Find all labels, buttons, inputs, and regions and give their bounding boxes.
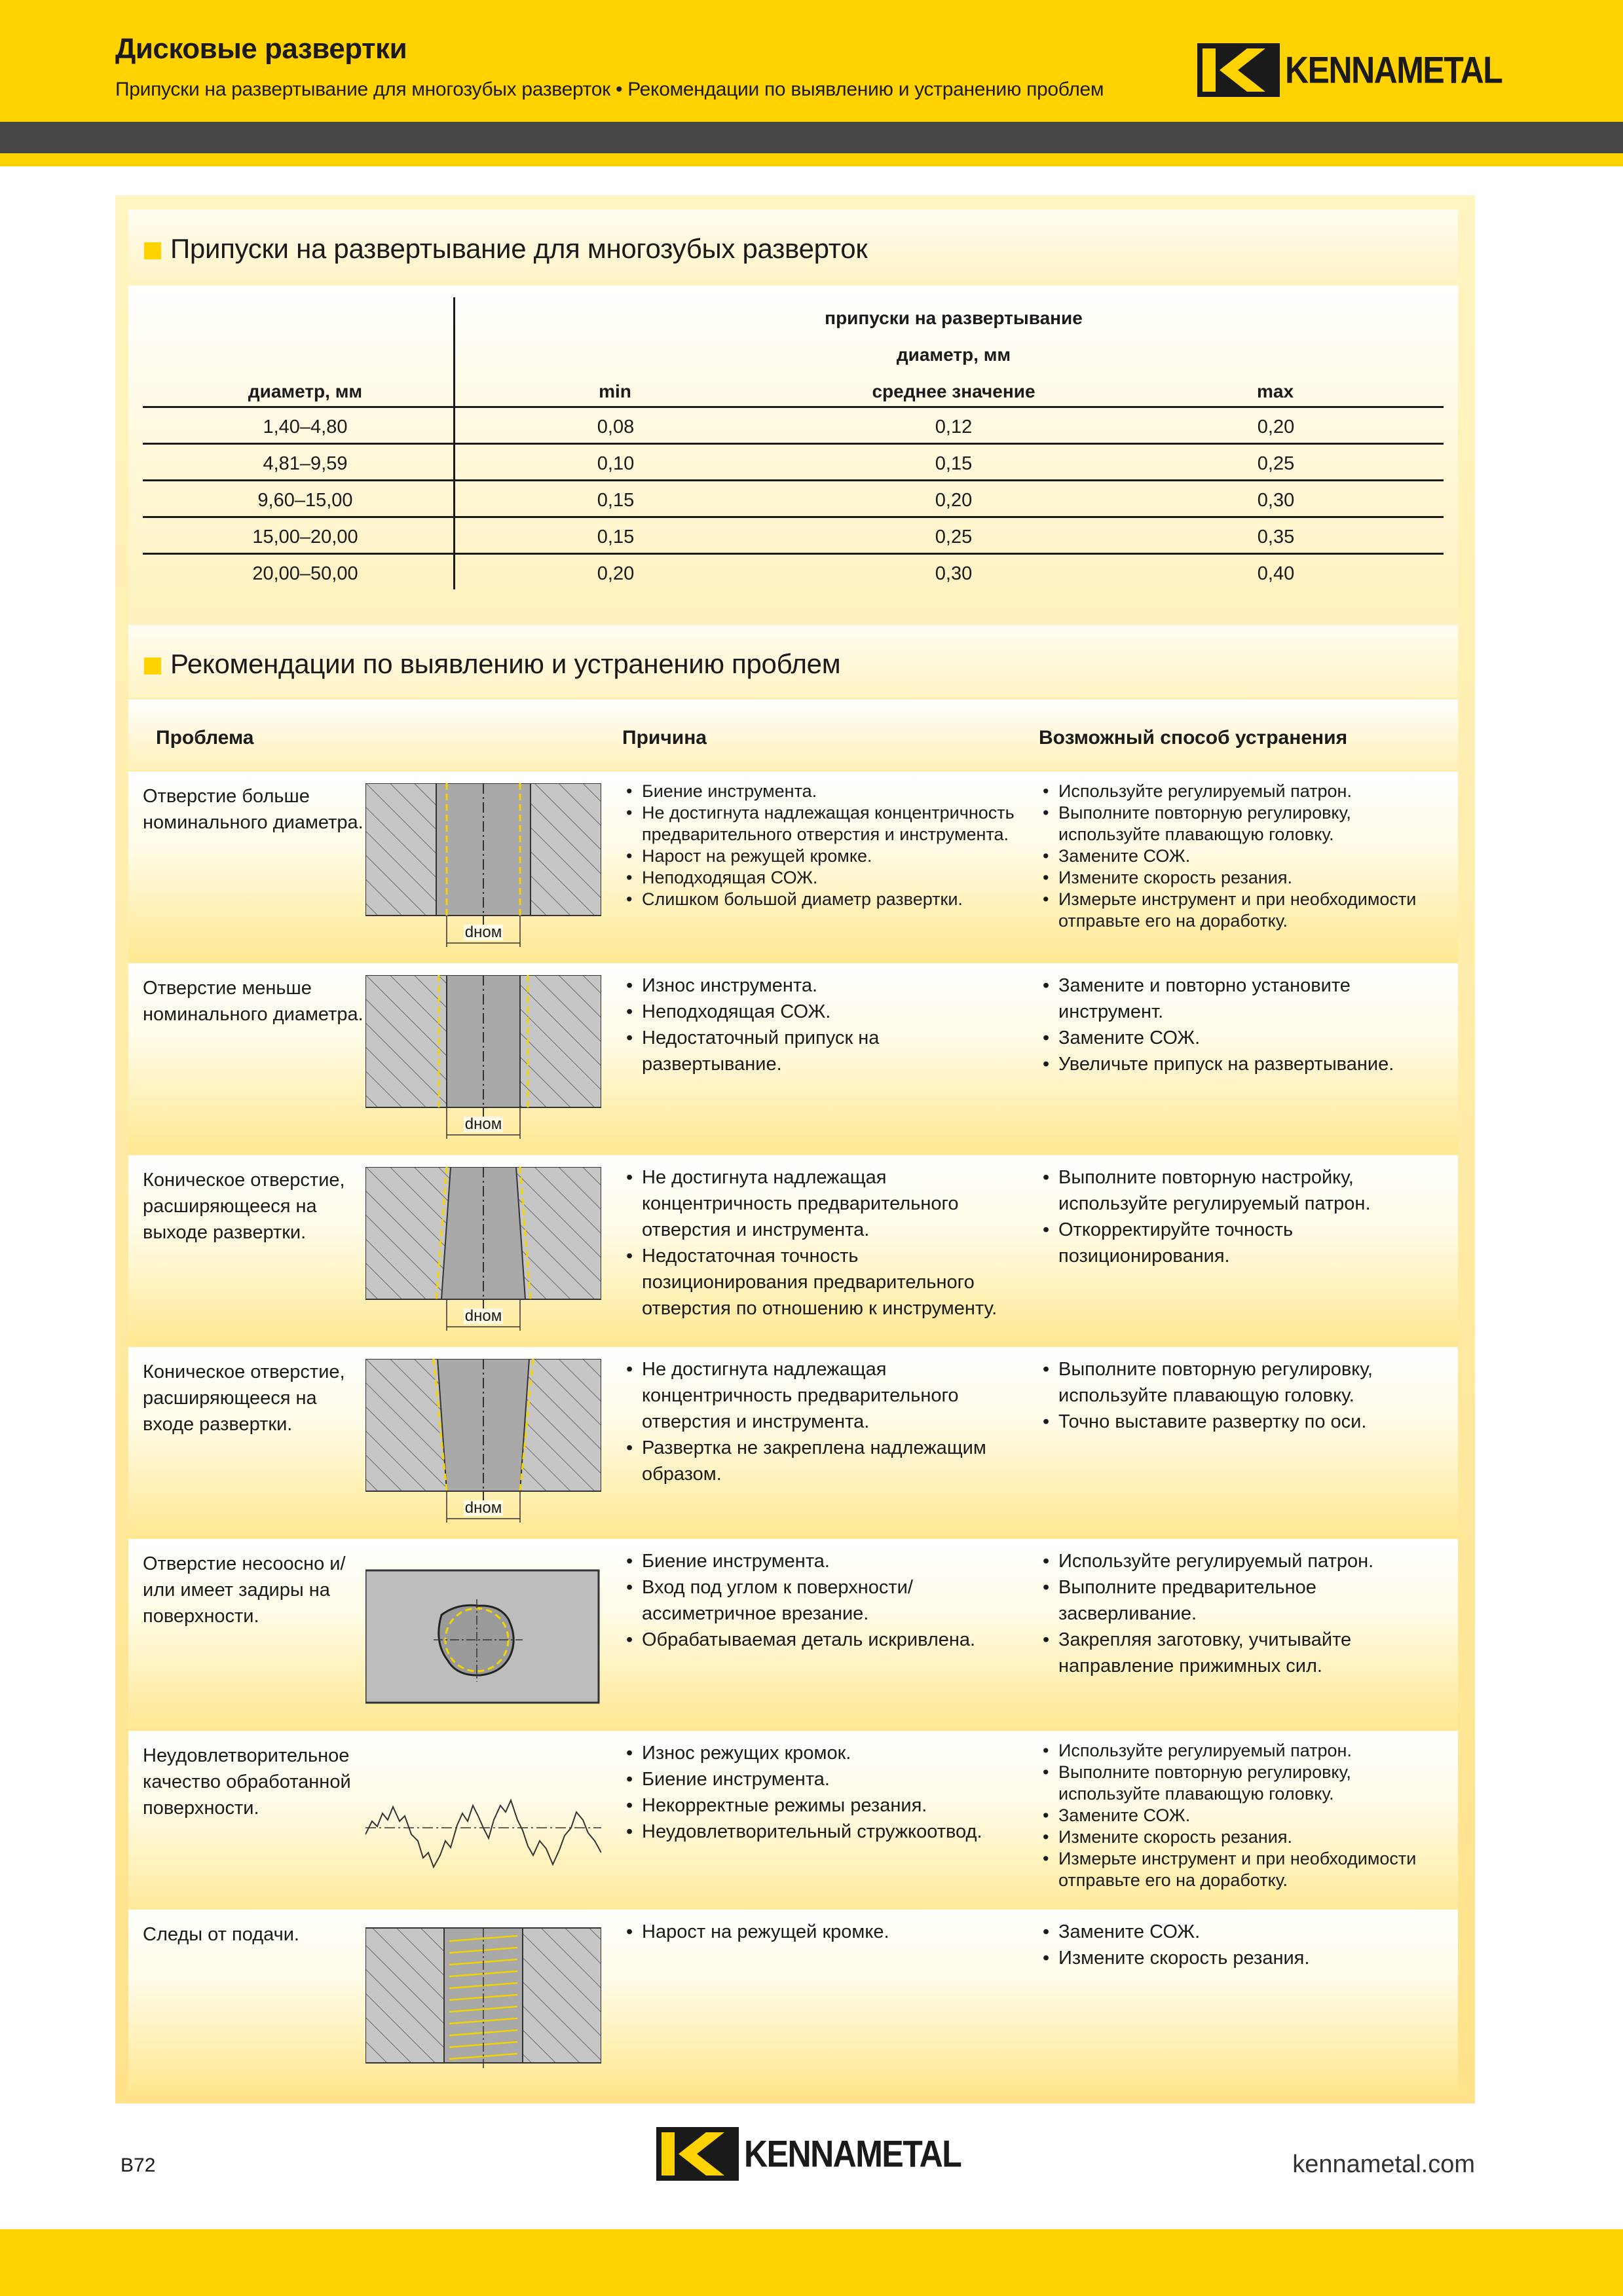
misaligned-hole-diagram [365, 1551, 601, 1721]
kennametal-logo [1197, 43, 1502, 97]
content-panel [115, 195, 1475, 2103]
cause-item: • Некорректные режимы резания. [622, 1792, 1022, 1819]
cause-list [622, 1919, 1022, 1945]
col-header-diameter: диаметр, мм [248, 381, 363, 401]
problem-text: Коническое отверстие, расширяющееся на входе развертки. [143, 1361, 345, 1435]
table-header-rule [143, 406, 1444, 408]
table-cell-min: 0,08 [597, 417, 635, 437]
table-row-rule [143, 479, 1444, 481]
table-cell-max: 0,25 [1257, 453, 1295, 474]
cause-item: • Недостаточный припуск на развертывание. [622, 1025, 1022, 1077]
page-number: B72 [121, 2155, 156, 2176]
solution-item: • Замените СОЖ. [1039, 845, 1451, 867]
troubleshooting-row [128, 963, 1458, 1155]
problem-text: Отверстие несоосно и/или имеет задиры на поверхности. [143, 1553, 346, 1627]
col-header-cause: Причина [622, 727, 707, 749]
solution-list [1039, 1548, 1451, 1679]
cause-item: • Износ инструмента. [622, 972, 1022, 999]
cause-list [622, 1548, 1022, 1653]
kennametal-k-icon [656, 2127, 739, 2181]
solution-item: • Используйте регулируемый патрон. [1039, 1548, 1451, 1574]
header-yellow-stripe [0, 153, 1623, 166]
cause-list [622, 1164, 1022, 1322]
cause-list [622, 972, 1022, 1077]
solution-item: • Измерьте инструмент и при необходимости отправьте его на доработку. [1039, 1848, 1451, 1891]
solution-item: • Точно выставите развертку по оси. [1039, 1409, 1451, 1435]
solution-list [1039, 1356, 1451, 1435]
solution-item: • Используйте регулируемый патрон. [1039, 1740, 1451, 1762]
section-marker-icon [144, 657, 161, 675]
footer-band [0, 2229, 1623, 2296]
cause-item: • Неудовлетворительный стружкоотвод. [622, 1819, 1022, 1845]
page-title: Дисковые развертки [115, 33, 407, 65]
allowance-unit-header: диаметр, мм [896, 344, 1011, 365]
table-cell-avg: 0,15 [935, 453, 973, 474]
troubleshooting-row [128, 771, 1458, 963]
table-cell-diameter: 1,40–4,80 [263, 417, 348, 437]
problem-text: Коническое отверстие, расширяющееся на выходе развертки. [143, 1170, 345, 1243]
cause-item: • Нарост на режущей кромке. [622, 845, 1022, 867]
logo-wordmark: KENNAMETAL [1285, 48, 1502, 92]
troubleshooting-row [128, 1539, 1458, 1730]
table-cell-max: 0,20 [1257, 417, 1295, 437]
dimension-label: dном [464, 1499, 502, 1517]
footer-logo-wordmark: KENNAMETAL [744, 2132, 961, 2176]
cause-item: • Недостаточная точность позиционирования предварительного отверстия по отношению к инструменту. [622, 1243, 1022, 1322]
troubleshooting-row [128, 1731, 1458, 1922]
dimension-label: dном [464, 923, 502, 941]
cause-item: • Неподходящая СОЖ. [622, 867, 1022, 889]
cause-item: • Не достигнута надлежащая концентричность предварительного отверстия и инструмента. [622, 1356, 1022, 1435]
table-cell-diameter: 15,00–20,00 [252, 527, 358, 547]
solution-item: • Выполните повторную регулировку, используйте плавающую головку. [1039, 802, 1451, 845]
allowance-section-header [128, 210, 1458, 283]
website-link[interactable]: kennametal.com [1292, 2151, 1475, 2178]
solution-item: • Откорректируйте точность позиционирования. [1039, 1217, 1451, 1269]
footer-kennametal-logo [656, 2127, 961, 2181]
table-cell-max: 0,30 [1257, 490, 1295, 511]
troubleshooting-row [128, 1347, 1458, 1538]
col-header-max: max [1256, 381, 1294, 401]
cause-item: • Не достигнута надлежащая концентричность предварительного отверстия и инструмента. [622, 802, 1022, 845]
table-cell-avg: 0,20 [935, 490, 973, 511]
cause-item: • Не достигнута надлежащая концентричность предварительного отверстия и инструмента. [622, 1164, 1022, 1243]
solution-item: • Измените скорость резания. [1039, 867, 1451, 889]
troubleshooting-section-header [128, 625, 1458, 698]
oversize-hole-diagram [365, 783, 601, 954]
solution-item: • Замените СОЖ. [1039, 1025, 1451, 1051]
table-row-rule [143, 443, 1444, 445]
solution-list [1039, 1740, 1451, 1891]
solution-item: • Закрепляя заготовку, учитывайте направление прижимных сил. [1039, 1627, 1451, 1679]
dimension-label: dном [464, 1115, 502, 1133]
surface-roughness-diagram [365, 1743, 601, 1913]
solution-item: • Выполните повторную регулировку, используйте плавающую головку. [1039, 1762, 1451, 1805]
solution-item: • Выполните предварительное засверливание. [1039, 1574, 1451, 1627]
solution-item: • Выполните повторную настройку, используйте регулируемый патрон. [1039, 1164, 1451, 1217]
problem-text: Неудовлетворительное качество обработанной поверхности. [143, 1745, 351, 1819]
dimension-label: dном [464, 1307, 502, 1325]
troubleshooting-column-headers [128, 699, 1458, 770]
table-cell-avg: 0,30 [935, 563, 973, 584]
table-cell-avg: 0,25 [935, 527, 973, 547]
solution-item: • Измените скорость резания. [1039, 1945, 1451, 1971]
col-header-solution: Возможный способ устранения [1039, 727, 1348, 749]
col-header-min: min [599, 381, 631, 401]
feed-marks-diagram [365, 1921, 601, 2085]
troubleshooting-row [128, 1910, 1458, 2090]
solution-item: • Замените и повторно установите инструмент. [1039, 972, 1451, 1025]
problem-text: Отверстие меньше номинального диаметра. [143, 978, 364, 1025]
table-cell-max: 0,35 [1257, 527, 1295, 547]
cause-item: • Биение инструмента. [622, 1766, 1022, 1792]
solution-item: • Замените СОЖ. [1039, 1919, 1451, 1945]
solution-item: • Увеличьте припуск на развертывание. [1039, 1051, 1451, 1077]
taper-exit-diagram [365, 1167, 601, 1337]
col-header-problem: Проблема [156, 727, 254, 749]
kennametal-k-icon [1197, 43, 1280, 97]
problem-text: Следы от подачи. [143, 1924, 299, 1945]
page-subtitle: Припуски на развертывание для многозубых разверток • Рекомендации по выявлению и устранению проблем [115, 79, 1104, 100]
table-cell-min: 0,20 [597, 563, 635, 584]
cause-list [622, 1740, 1022, 1845]
troubleshooting-row [128, 1155, 1458, 1346]
cause-list [622, 781, 1022, 910]
table-cell-diameter: 20,00–50,00 [252, 563, 358, 584]
table-cell-avg: 0,12 [935, 417, 973, 437]
table-row-rule [143, 553, 1444, 555]
table-cell-max: 0,40 [1257, 563, 1295, 584]
solution-list [1039, 1164, 1451, 1269]
table-cell-min: 0,15 [597, 527, 635, 547]
cause-item: • Биение инструмента. [622, 781, 1022, 802]
cause-item: • Обрабатываемая деталь искривлена. [622, 1627, 1022, 1653]
cause-item: • Износ режущих кромок. [622, 1740, 1022, 1766]
table-row-rule [143, 516, 1444, 518]
cause-item: • Развертка не закреплена надлежащим образом. [622, 1435, 1022, 1487]
solution-item: • Измените скорость резания. [1039, 1826, 1451, 1848]
solution-item: • Замените СОЖ. [1039, 1805, 1451, 1826]
troubleshooting-section-title: Рекомендации по выявлению и устранению проблем [170, 648, 841, 679]
cause-item: • Нарост на режущей кромке. [622, 1919, 1022, 1945]
table-cell-min: 0,15 [597, 490, 635, 511]
allowance-section-title: Припуски на развертывание для многозубых разверток [170, 233, 868, 264]
col-header-avg: среднее значение [872, 381, 1035, 401]
cause-item: • Неподходящая СОЖ. [622, 999, 1022, 1025]
section-marker-icon [144, 242, 161, 259]
solution-item: • Выполните повторную регулировку, используйте плавающую головку. [1039, 1356, 1451, 1409]
table-cell-diameter: 4,81–9,59 [263, 453, 348, 474]
solution-item: • Измерьте инструмент и при необходимости отправьте его на доработку. [1039, 889, 1451, 932]
solution-list [1039, 972, 1451, 1077]
solution-list [1039, 1919, 1451, 1971]
cause-item: • Вход под углом к поверхности/ассиметричное врезание. [622, 1574, 1022, 1627]
allowance-group-header: припуски на развертывание [825, 308, 1083, 328]
solution-list [1039, 781, 1451, 932]
cause-item: • Биение инструмента. [622, 1548, 1022, 1574]
taper-entry-diagram [365, 1359, 601, 1529]
table-cell-diameter: 9,60–15,00 [257, 490, 353, 511]
header-gray-stripe [0, 122, 1623, 153]
cause-list [622, 1356, 1022, 1487]
table-cell-min: 0,10 [597, 453, 635, 474]
problem-text: Отверстие больше номинального диаметра. [143, 786, 364, 833]
solution-item: • Используйте регулируемый патрон. [1039, 781, 1451, 802]
cause-item: • Слишком большой диаметр развертки. [622, 889, 1022, 910]
undersize-hole-diagram [365, 975, 601, 1145]
